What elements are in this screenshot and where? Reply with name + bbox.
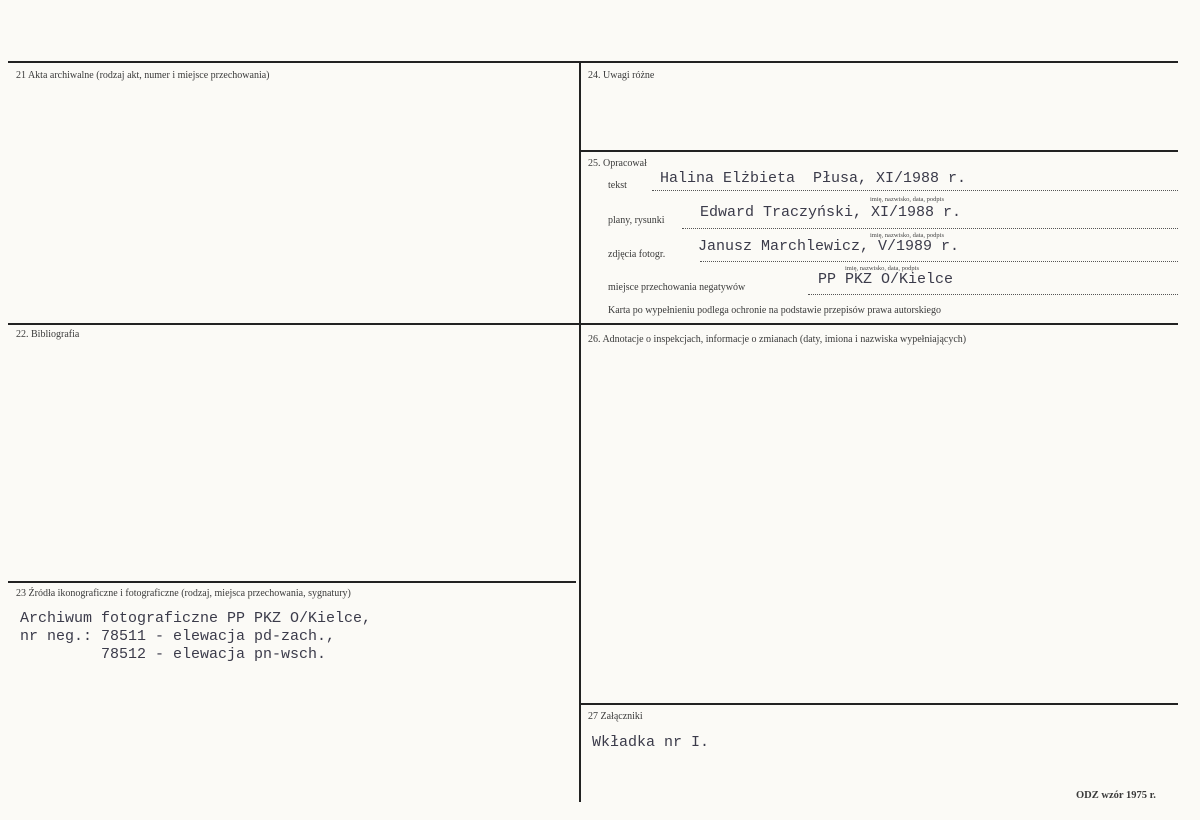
negatives-place-line (808, 294, 1178, 295)
plans-author-label: plany, rysunki (608, 215, 665, 226)
photos-author-line (700, 261, 1178, 262)
photos-author-value: Janusz Marchlewicz, V/1989 r. (698, 238, 960, 255)
section-27-label: 27 Załączniki (588, 711, 643, 722)
photos-author-caption: imię, nazwisko, data, podpis (845, 265, 920, 272)
section-22-label: 22. Bibliografia (16, 329, 80, 340)
top-rule (8, 61, 1178, 63)
section-23-line-3: 78512 - elewacja pn-wsch. (20, 646, 327, 663)
section-27-value: Wkładka nr I. (592, 734, 710, 751)
plans-author-caption: imię, nazwisko, data, podpis (870, 232, 945, 239)
section-23-line-1: Archiwum fotograficzne PP PKZ O/Kielce, (20, 610, 372, 627)
form-template-footer: ODZ wzór 1975 r. (1076, 790, 1156, 801)
text-author-value: Halina Elżbieta Płusa, XI/1988 r. (660, 170, 967, 187)
negatives-place-label: miejsce przechowania negatywów (608, 282, 746, 293)
section-23-line-2: nr neg.: 78511 - elewacja pd-zach., (20, 628, 336, 645)
copyright-notice: Karta po wypełnieniu podlega ochronie na podstawie przepisów prawa autorskiego (608, 305, 941, 316)
rule-24-25 (580, 150, 1178, 152)
rule-21-22 (8, 323, 580, 325)
text-author-line (652, 190, 1178, 191)
negatives-place-value: PP PKZ O/Kielce (818, 271, 954, 288)
rule-26-27 (580, 703, 1178, 705)
section-25-label: 25. Opracował (588, 158, 647, 169)
text-author-caption: imię, nazwisko, data, podpis (870, 196, 945, 203)
center-divider (579, 62, 581, 802)
rule-22-23 (8, 581, 576, 583)
section-23-label: 23 Źródła ikonograficzne i fotograficzne (rodzaj, miejsca przechowania, sygnatury) (16, 588, 351, 599)
plans-author-line (682, 228, 1178, 229)
section-26-label: 26. Adnotacje o inspekcjach, informacje o zmianach (daty, imiona i nazwiska wypełniających) (588, 334, 967, 345)
plans-author-value: Edward Traczyński, XI/1988 r. (700, 204, 962, 221)
section-21-label: 21 Akta archiwalne (rodzaj akt, numer i miejsce przechowania) (16, 70, 270, 81)
text-author-label: tekst (608, 180, 627, 191)
rule-25-26 (580, 323, 1178, 325)
photos-author-label: zdjęcia fotogr. (608, 249, 666, 260)
section-24-label: 24. Uwagi różne (588, 70, 655, 81)
